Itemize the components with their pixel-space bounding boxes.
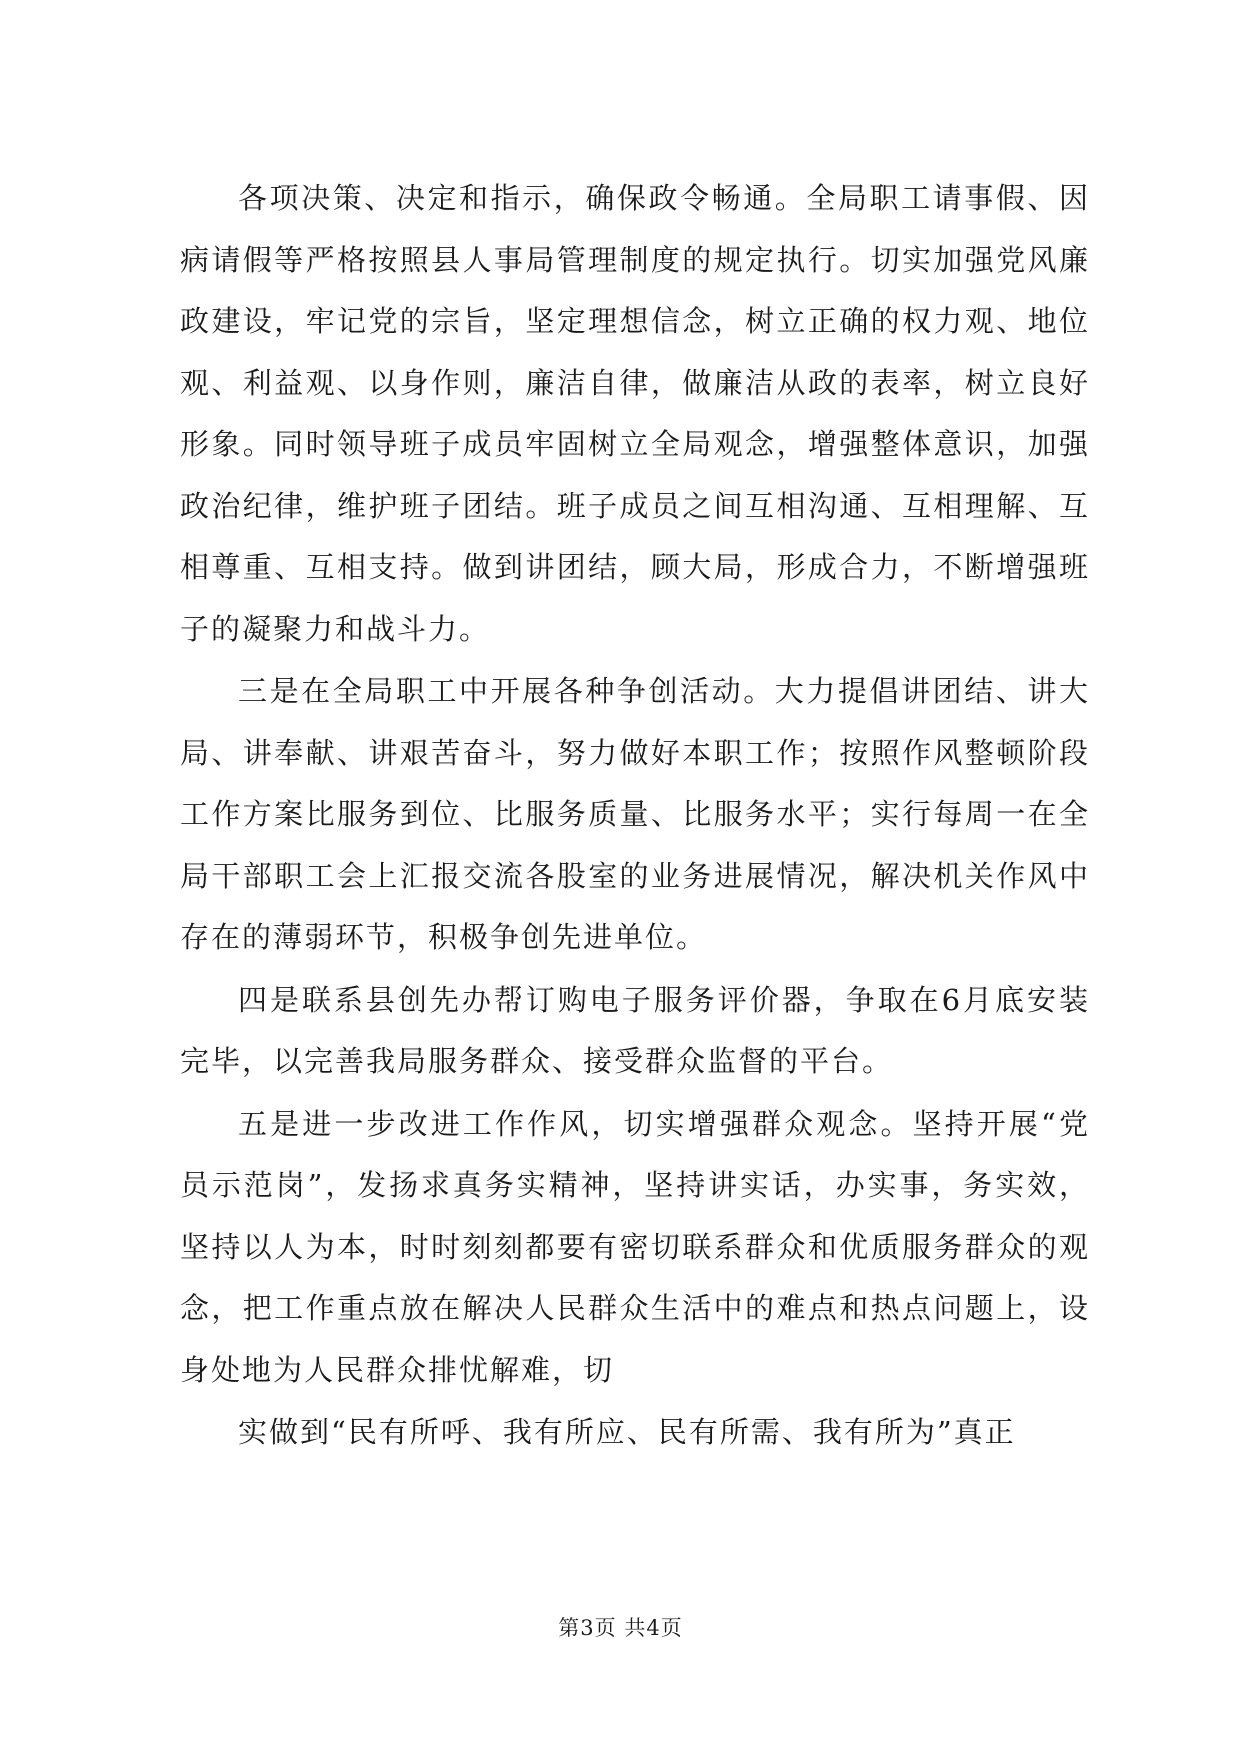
page-number-footer: 第3页 共4页 — [558, 1616, 683, 1640]
paragraph-5: 实做到“民有所呼、我有所应、民有所需、我有所为”真正 — [238, 1415, 1016, 1449]
paragraph-3: 四是联系县创先办帮订购电子服务评价器，争取在6月底安装完毕，以完善我局服务群众、接受群众监督的平台。 — [180, 982, 1090, 1078]
document-body — [180, 168, 1090, 1465]
paragraph-4: 五是进一步改进工作作风，切实增强群众观念。坚持开展“党员示范岗”，发扬求真务实精神，坚持讲实话，办实事，务实效，坚持以人为本，时时刻刻都要有密切联系群众和优质服务群众的观念，把工作重点放在解决人民群众生活中的难点和热点问题上，设身处地为人民群众排忧解难，切 — [180, 1106, 1090, 1387]
paragraph-1: 各项决策、决定和指示，确保政令畅通。全局职工请事假、因病请假等严格按照县人事局管理制度的规定执行。切实加强党风廉政建设，牢记党的宗旨，坚定理想信念，树立正确的权力观、地位观、利益观、以身作则，廉洁自律，做廉洁从政的表率，树立良好形象。同时领导班子成员牢固树立全局观念，增强整体意识，加强政治纪律，维护班子团结。班子成员之间互相沟通、互相理解、互相尊重、互相支持。做到讲团结，顾大局，形成合力，不断增强班子的凝聚力和战斗力。 — [180, 181, 1090, 646]
paragraph-2: 三是在全局职工中开展各种争创活动。大力提倡讲团结、讲大局、讲奉献、讲艰苦奋斗，努力做好本职工作；按照作风整顿阶段工作方案比服务到位、比服务质量、比服务水平；实行每周一在全局干部职工会上汇报交流各股室的业务进展情况，解决机关作风中存在的薄弱环节，积极争创先进单位。 — [180, 674, 1090, 954]
